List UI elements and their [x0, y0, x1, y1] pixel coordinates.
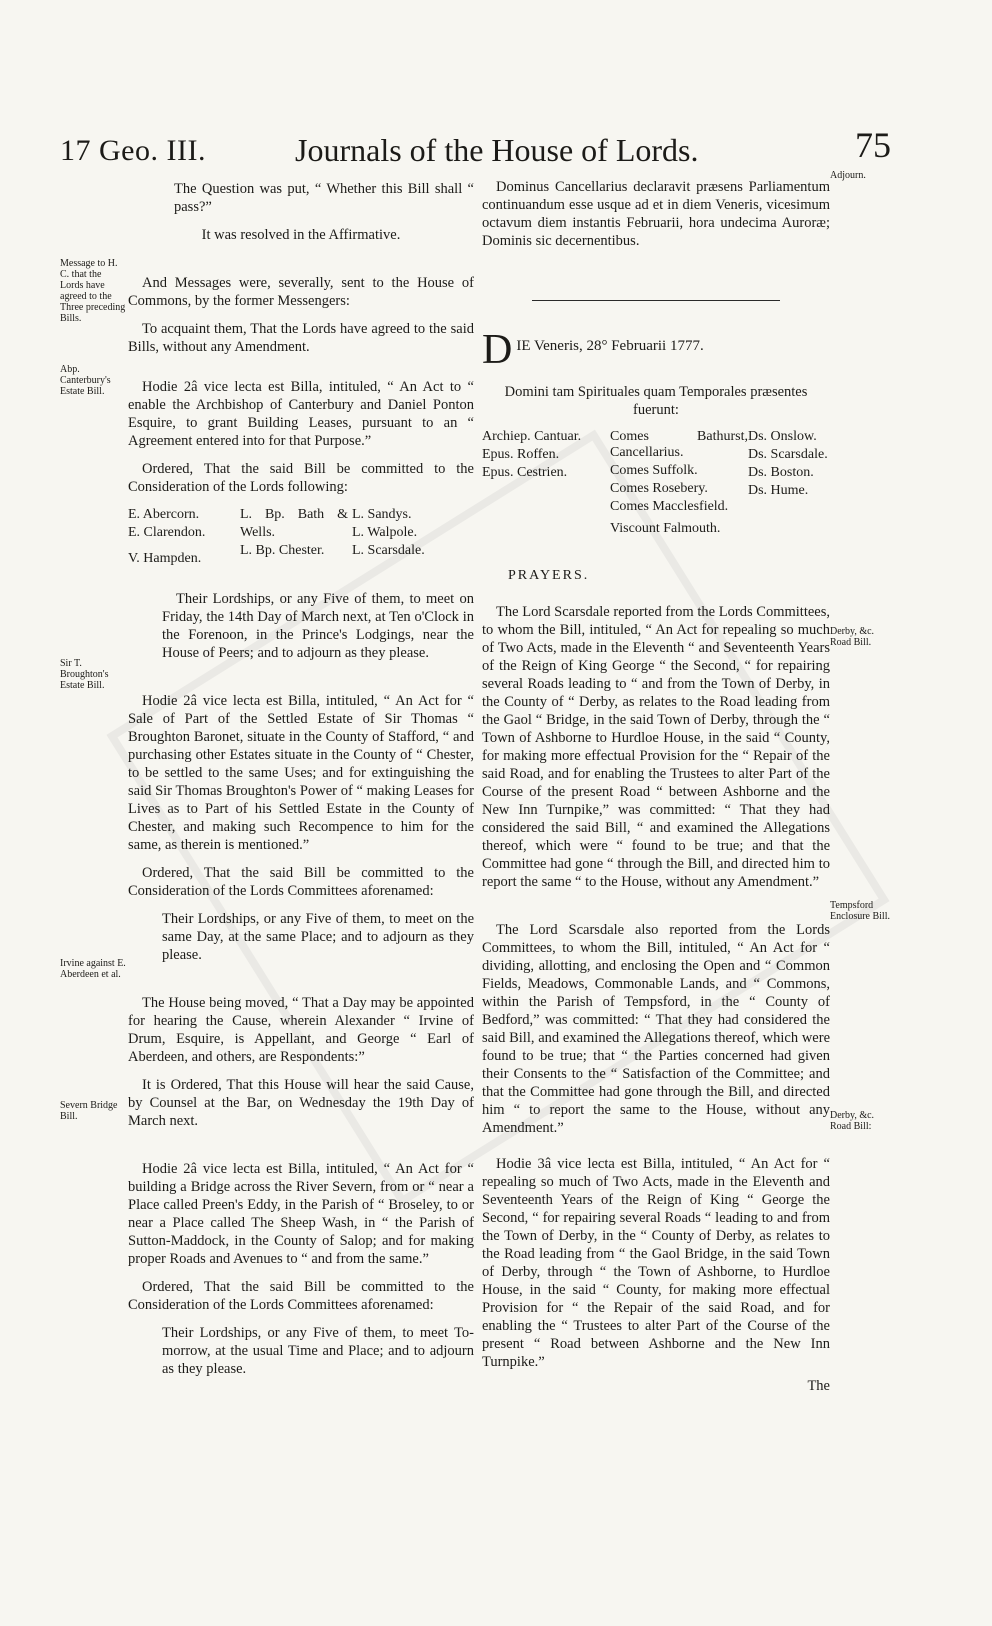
committee-col-earls	[128, 506, 236, 568]
committee-col-bishops	[240, 506, 348, 568]
margin-note-canterbury: Abp. Canterbury's Estate Bill.	[60, 364, 111, 397]
committee-member: V. Hampden.	[128, 551, 202, 566]
journal-title: Journals of the House of Lords.	[295, 132, 699, 168]
committee-member: L. Walpole.	[352, 525, 418, 540]
lord-entry: Ds. Hume.	[748, 483, 809, 498]
committee-member: E. Clarendon.	[128, 525, 206, 540]
lord-entry: Ds. Onslow.	[748, 429, 817, 444]
lord-entry: Comes Rosebery.	[610, 481, 708, 496]
lord-entry: Comes Suffolk.	[610, 463, 698, 478]
derby-third-reading: Hodie 3â vice lecta est Billa, intituled, “ An Act for “ repealing so much of Two Acts, made in the Eleventh and Seventeenth Years of the Reign of King “ George the Second, “ for repairing several Roads “ leading to and from the Town of Derby, in the “ County of Derby, as relates to the Road leading from “ the Gaol Bridge, in the said Town of Derby, through “ the Town of Ashborne, to Hurdloe House, in the said “ County, for making more effectual Provision for “ the Repair of the said Road, and for enabling the “ Trustees to alter Part of the Course of the present “ Road between Ashborne and the New Inn Turnpike.”	[482, 1156, 830, 1370]
canterbury-bill: Hodie 2â vice lecta est Billa, intituled, “ An Act to “ enable the Archbishop of Canterbury and Daniel Ponton Esquire, to grant Building Leases, pursuant to an “ Agreement entered into for that Purpose.”	[128, 379, 474, 449]
meeting-notice: Their Lordships, or any Five of them, to meet on Friday, the 14th Day of March next, at Ten o'Clock in the Forenoon, in the Prince's Lodgings, near the House of Peers; and to adjourn as they please.	[162, 591, 474, 661]
irvine-ordered: It is Ordered, That this House will hear the said Cause, by Counsel at the Bar, on Wednesday the 19th Day of March next.	[128, 1077, 474, 1129]
margin-note-severn: Severn Bridge Bill.	[60, 1100, 118, 1122]
committee-col-lords	[352, 506, 460, 568]
date-dropcap: D	[482, 331, 513, 369]
margin-note-broughton: Sir T. Broughton's Estate Bill.	[60, 658, 109, 691]
page-number: 75	[855, 125, 891, 165]
prayers-heading: PRAYERS.	[508, 568, 590, 583]
committee-member: L. Sandys.	[352, 507, 412, 522]
acquaint-commons: To acquaint them, That the Lords have agreed to the said Bills, without any Amendment.	[128, 321, 474, 355]
lord-entry: Ds. Scarsdale.	[748, 447, 828, 462]
adjournment-latin: Dominus Cancellarius declaravit præsens Parliamentum continuandum esse usque ad et in diem Veneris, vicesimum octavum diem instantis Februarii, hora undecima Auroræ; Dominis sic decernentibus.	[482, 179, 830, 249]
messages-sent: And Messages were, severally, sent to the House of Commons, by the former Messengers:	[128, 275, 474, 309]
lords-present: Domini tam Spirituales quam Temporales præsentes fuerunt:	[504, 384, 808, 418]
committee-member: E. Abercorn.	[128, 507, 200, 522]
catchword: The	[807, 1378, 830, 1394]
committee-member: L. Scarsdale.	[352, 543, 425, 558]
margin-note-adjourn: Adjourn.	[830, 170, 866, 181]
lords-col-spiritual	[482, 429, 610, 539]
regnal-year-header: 17 Geo. III.	[60, 134, 206, 167]
meeting-notice-2: Their Lordships, or any Five of them, to meet on the same Day, at the same Place; and to adjourn as they please.	[162, 911, 474, 963]
lord-entry: Epus. Cestrien.	[482, 465, 568, 480]
severn-bill: Hodie 2â vice lecta est Billa, intituled, “ An Act for “ building a Bridge across the River Severn, from or “ near a Place called Preen's Eddy, in the Parish of “ Broseley, to or near a Place called The Sheep Wash, in “ the Parish of Sutton-Maddock, in the County of Salop; and for making proper Roads and Avenues to “ and from the same.”	[128, 1161, 474, 1267]
date-text: IE Veneris, 28° Februarii 1777.	[516, 338, 704, 354]
ordered-committee: Ordered, That the said Bill be committed to the Consideration of the Lords following:	[128, 461, 474, 495]
left-column	[128, 180, 474, 1388]
margin-note-irvine: Irvine against E. Aberdeen et al.	[60, 958, 126, 980]
lord-entry: Comes Macclesfield.	[610, 499, 729, 514]
lords-present-list	[482, 429, 830, 539]
lords-col-barons	[748, 429, 830, 539]
committee-member: L. Bp. Bath & Wells.	[240, 507, 348, 540]
section-rule	[532, 300, 780, 301]
ordered-committee-3: Ordered, That the said Bill be committed to the Consideration of the Lords Committees aforenamed:	[128, 1279, 474, 1313]
ordered-committee-2: Ordered, That the said Bill be committed to the Consideration of the Lords Committees aforenamed:	[128, 865, 474, 899]
lord-entry: Ds. Boston.	[748, 465, 814, 480]
tempsford-report: The Lord Scarsdale also reported from the Lords Committees, to whom the Bill, intituled, “ An Act for “ dividing, allotting, and enclosing the Open and “ Common Fields, Meadows, Commonable Lands, and “ Commons, within the Parish of Tempsford, in the “ County of Bedford,” was committed: “ That they had considered the said Bill, and examined the Allegations thereof, which were found to be true; that “ the Parties concerned had given their Consents to the “ Satisfaction of the Committee; and that the Committee had gone through the Bill, and directed him “ to report the same to the House, without any Amendment.”	[482, 922, 830, 1136]
question-put: The Question was put, “ Whether this Bill shall “ pass?”	[174, 181, 474, 215]
margin-note-derby-report: Derby, &c. Road Bill.	[830, 626, 875, 648]
meeting-notice-3: Their Lordships, or any Five of them, to meet To-morrow, at the usual Time and Place; and to adjourn as they please.	[162, 1325, 474, 1377]
lord-entry: Comes Bathurst, Cancellarius.	[610, 429, 748, 460]
lord-entry: Archiep. Cantuar.	[482, 429, 582, 444]
margin-note-derby-third: Derby, &c. Road Bill:	[830, 1110, 875, 1132]
lord-entry: Epus. Roffen.	[482, 447, 560, 462]
resolved-affirmative: It was resolved in the Affirmative.	[201, 227, 401, 243]
margin-note-tempsford: Tempsford Enclosure Bill.	[830, 900, 890, 922]
lords-col-earls	[610, 429, 748, 539]
sitting-date	[482, 331, 830, 369]
derby-road-report: The Lord Scarsdale reported from the Lords Committees, to whom the Bill, intituled, “ An Act for repealing so much of Two Acts, made in the Eleventh “ and Seventeenth Years of the Reign of King George “ the Second, “ for repairing several Roads leading to “ and from the Town of Derby, in the County of “ Derby, as relates to the Road leading from the Gaol “ Bridge, in the said Town of Derby, through the “ Town of Ashborne to Hurdloe House, in the said “ County, for making more effectual Provision for the “ Repair of the said Road, and for enabling the Trustees to alter Part of the Course of the present Road “ between Ashborne and the New Inn Turnpike,” was committed: “ That they had considered the said Bill, “ and examined the Allegations thereof, which were “ found to be true; and that the Committee had gone “ through the Bill, and directed him to report the same “ to the House, without any Amendment.”	[482, 604, 830, 890]
broughton-bill: Hodie 2â vice lecta est Billa, intituled, “ An Act for “ Sale of Part of the Settled Estate of Sir Thomas “ Broughton Baronet, situate in the County of Stafford, “ and purchasing other Estates situate in the County of “ Chester, to be settled to the same Uses; and for extinguishing the said Sir Thomas Broughton's Power of “ making Leases for Lives as to Part of his Settled Estate in the County of Chester, and making such Recompence to him for the same, as therein is mentioned.”	[128, 693, 474, 853]
right-column	[482, 178, 830, 1395]
irvine-motion: The House being moved, “ That a Day may be appointed for hearing the Cause, wherein Alexander “ Irvine of Drum, Esquire, is Appellant, and George “ Earl of Aberdeen, and others, are Respondents:”	[128, 995, 474, 1065]
committee-member: L. Bp. Chester.	[240, 543, 325, 558]
committee-list	[128, 506, 474, 568]
margin-note-message: Message to H. C. that the Lords have agreed to the Three preceding Bills.	[60, 258, 126, 324]
lord-entry: Viscount Falmouth.	[610, 521, 721, 536]
